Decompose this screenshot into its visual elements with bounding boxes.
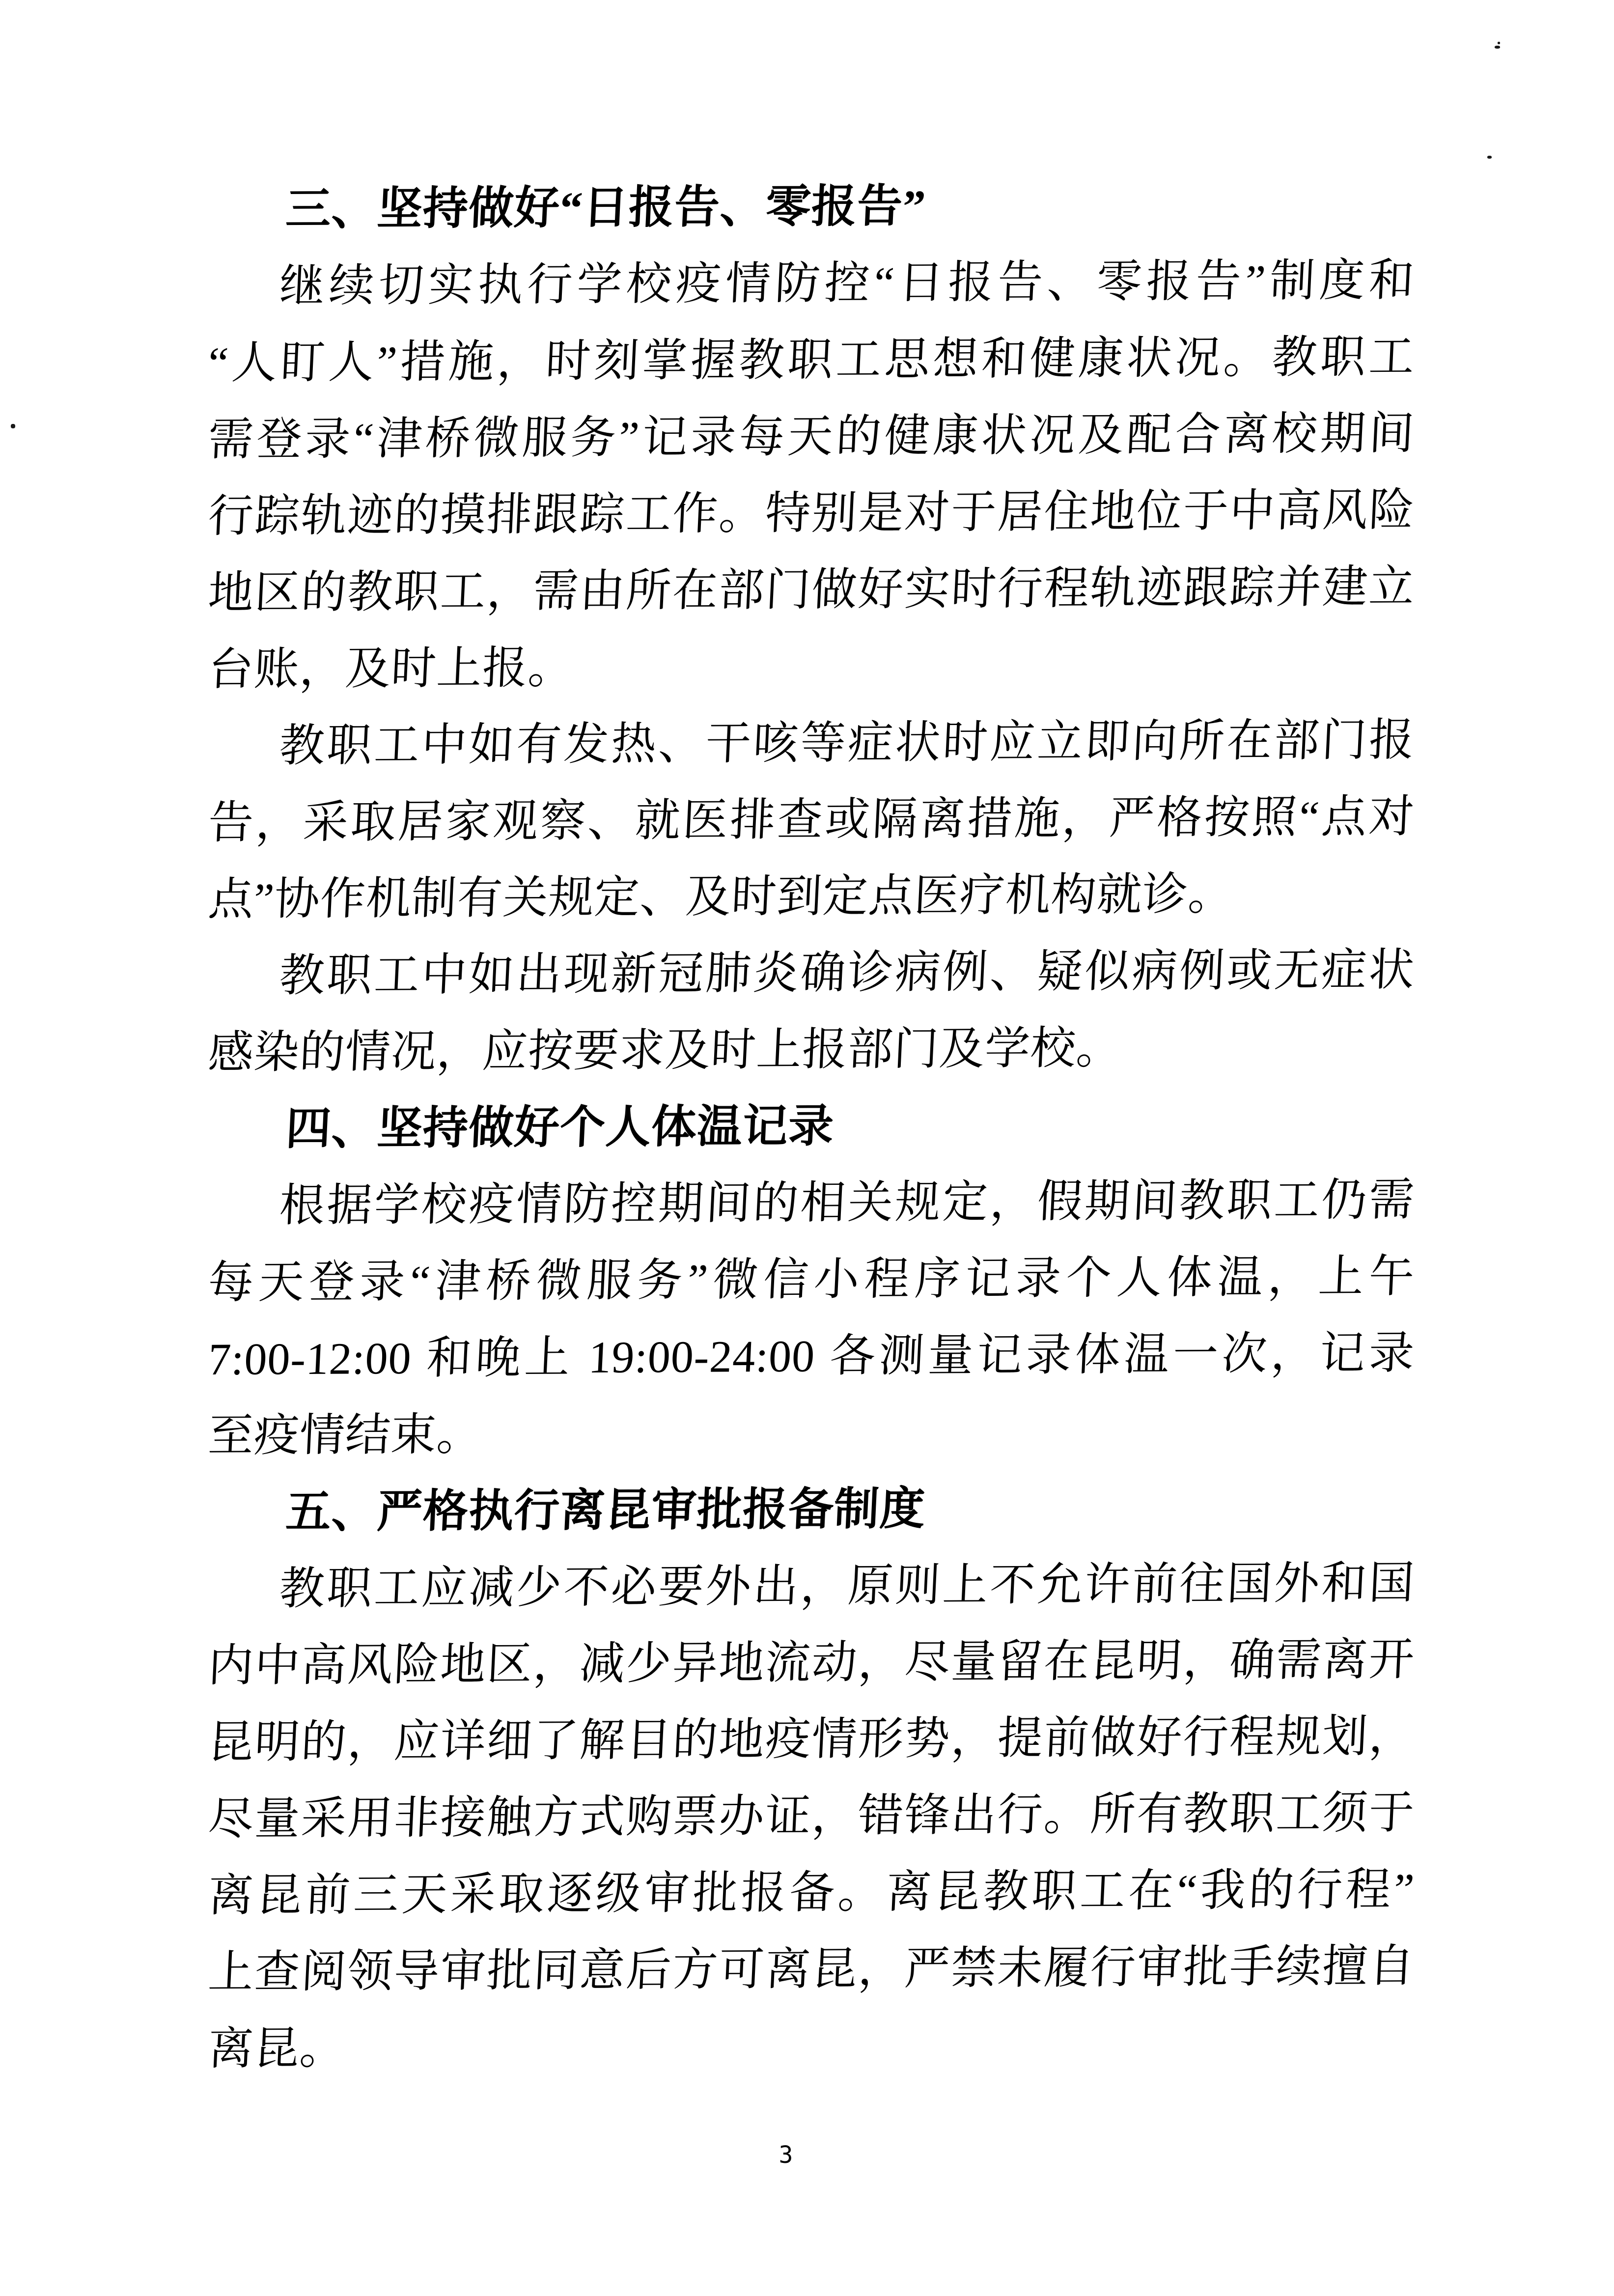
text-line: 地区的教职工，需由所在部门做好实时行程轨迹跟踪并建立: [207, 561, 1416, 618]
text-line: 感染的情况，应按要求及时上报部门及学校。: [207, 1023, 1123, 1078]
text-line: 离昆。: [207, 2023, 347, 2074]
text-line: 行踪轨迹的摸排跟踪工作。特别是对于居住地位于中高风险: [207, 485, 1416, 542]
text-line: 需登录“津桥微服务”记录每天的健康状况及配合离校期间: [207, 408, 1416, 465]
section-heading: 五、严格执行离昆审批报备制度: [284, 1484, 927, 1538]
section-heading: 四、坚持做好个人体温记录: [284, 1101, 835, 1154]
text-block: [208, 171, 1415, 2087]
page-number: 3: [779, 2141, 793, 2169]
text-line: 教职工中如有发热、干咳等症状时应立即向所在部门报: [278, 715, 1416, 771]
text-line: 昆明的，应详细了解目的地疫情形势，提前做好行程规划，: [207, 1711, 1416, 1768]
text-line: 至疫情结束。: [207, 1409, 484, 1461]
scan-speck: [1487, 156, 1492, 159]
text-line: 每天登录“津桥微服务”微信小程序记录个人体温，上午: [207, 1251, 1416, 1308]
text-line: 告，采取居家观察、就医排查或隔离措施，严格按照“点对: [207, 791, 1416, 848]
scan-speck: [1495, 46, 1500, 49]
section-heading: 三、坚持做好“日报告、零报告”: [284, 181, 927, 235]
text-line: 内中高风险地区，减少异地流动，尽量留在昆明，确需离开: [207, 1634, 1416, 1691]
text-line: 继续切实执行学校疫情防控“日报告、零报告”制度和: [278, 255, 1416, 311]
text-line: 教职工中如出现新冠肺炎确诊病例、疑似病例或无症状: [278, 945, 1416, 1001]
text-line: 根据学校疫情防控期间的相关规定，假期间教职工仍需: [278, 1175, 1416, 1231]
text-line: 上查阅领导审批同意后方可离昆，严禁未履行审批手续擅自: [207, 1941, 1416, 1998]
scan-speck: [11, 424, 15, 428]
text-line: 7:00-12:00 和晚上 19:00-24:00 各测量记录体温一次，记录: [207, 1328, 1416, 1385]
text-line: 教职工应减少不必要外出，原则上不允许前往国外和国: [278, 1558, 1416, 1614]
text-line: 离昆前三天采取逐级审批报备。离昆教职工在“我的行程”: [207, 1864, 1416, 1921]
text-line: 点”协作机制有关规定、及时到定点医疗机构就诊。: [207, 869, 1235, 925]
scan-speck: [1498, 42, 1500, 44]
text-line: 台账，及时上报。: [207, 643, 575, 695]
text-line: 尽量采用非接触方式购票办证，错锋出行。所有教职工须于: [207, 1788, 1416, 1845]
text-line: “人盯人”措施，时刻掌握教职工思想和健康状况。教职工: [207, 332, 1416, 389]
